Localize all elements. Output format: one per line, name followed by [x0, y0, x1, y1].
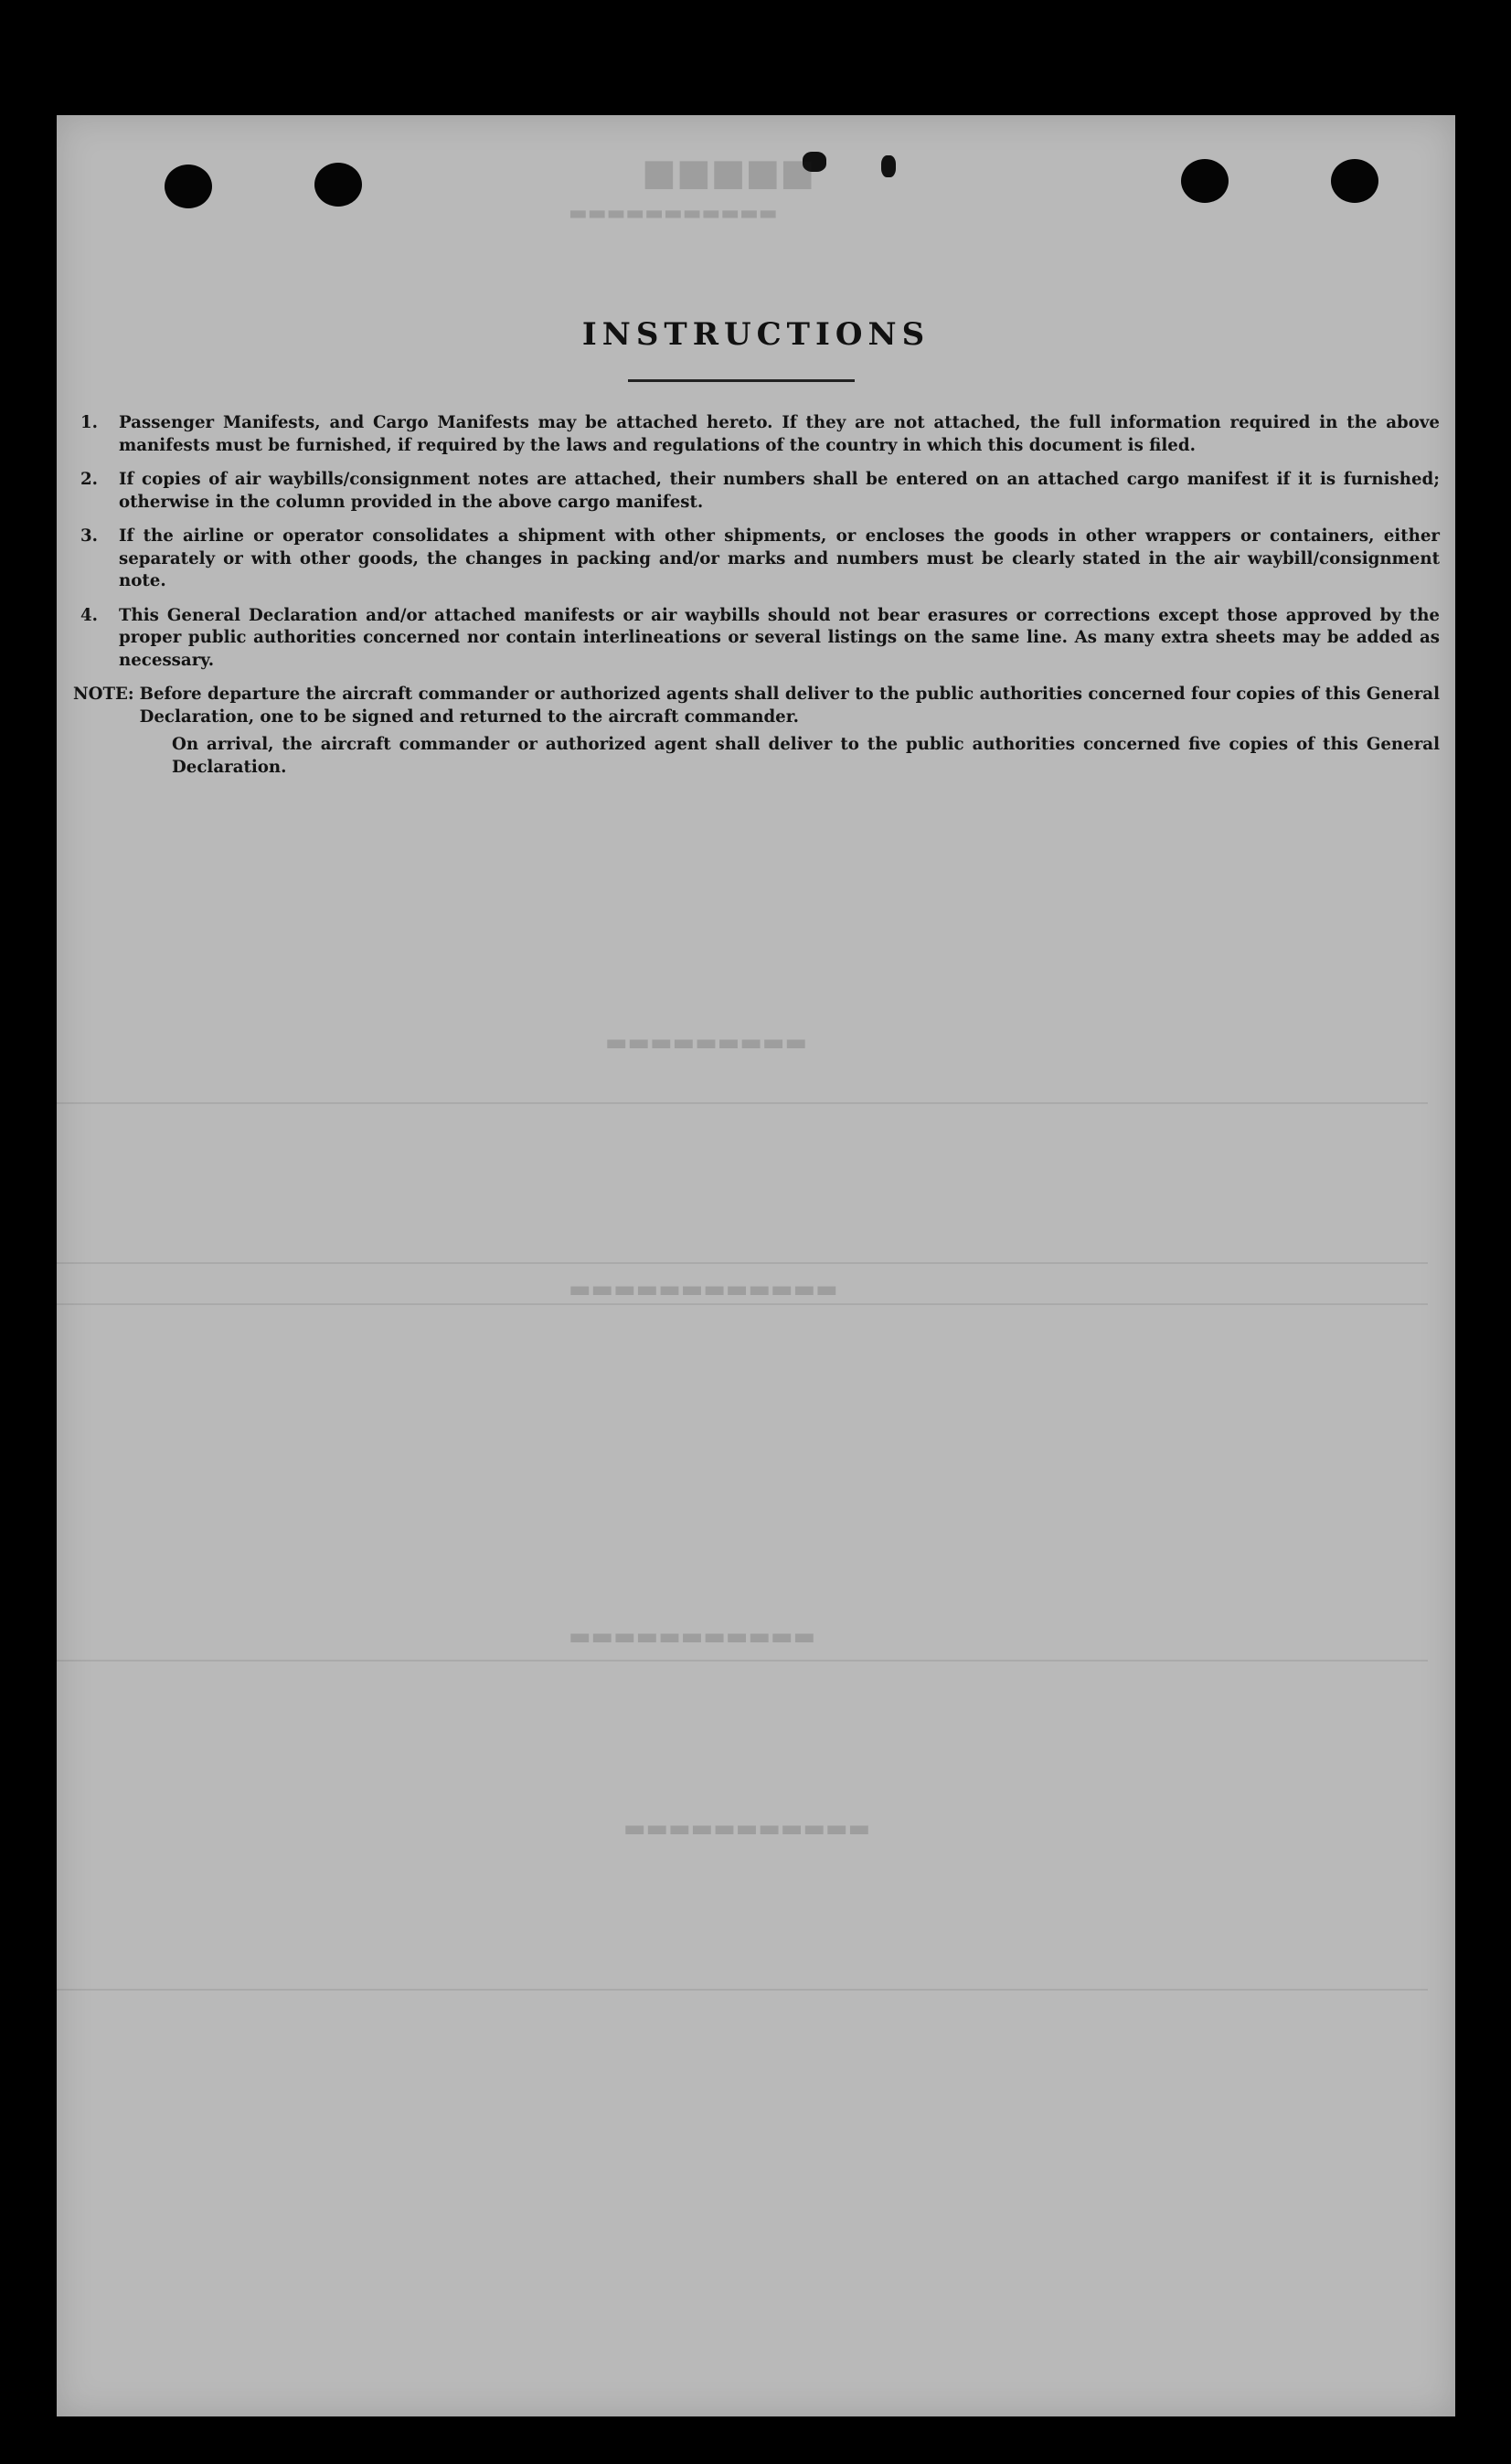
punch-hole	[1331, 159, 1378, 203]
bleed-through-line	[57, 1660, 1428, 1662]
bleed-through-line	[57, 1262, 1428, 1264]
instruction-item	[73, 412, 1440, 457]
punch-hole	[314, 163, 362, 207]
instruction-text: Passenger Manifests, and Cargo Manifests may be attached hereto. If they are not attached, the full information required in the above manifests must be furnished, if required by the laws and regulations of the country in which this document is filed.	[119, 413, 1440, 455]
note-text: Before departure the aircraft commander or authorized agents shall deliver to the public authorities concerned four copies of this General Declaration, one to be signed and returned to the aircraft commander.	[139, 685, 1440, 727]
note-block	[73, 684, 1440, 728]
bleed-through: ▬▬▬▬▬▬▬▬▬▬▬	[623, 1815, 871, 1843]
bleed-through: ▬▬▬▬▬▬▬▬▬▬▬	[569, 202, 778, 225]
instruction-number: 4.	[80, 605, 98, 625]
title-underline	[628, 379, 855, 382]
document-page	[57, 115, 1455, 2416]
instructions-list	[73, 412, 1440, 779]
punch-hole	[165, 165, 212, 208]
bleed-through: ▬▬▬▬▬▬▬▬▬▬▬▬	[569, 1276, 838, 1303]
instruction-text: This General Declaration and/or attached manifests or air waybills should not bear erasures or corrections except those approved by the proper public authorities concerned nor contain interlineations or several listings on the same line. As many extra sheets may be added as necessary.	[119, 605, 1440, 670]
document-title: INSTRUCTIONS	[581, 316, 931, 353]
instruction-number: 3.	[80, 526, 98, 546]
instruction-text: If the airline or operator consolidates a shipment with other shipments, or encloses the goods in other wrappers or containers, either separately or with other goods, the changes in packing and/or marks and numbers must be clearly stated in the air waybill/consignment note.	[119, 526, 1440, 590]
bleed-through-line	[57, 1102, 1428, 1104]
instruction-item	[73, 526, 1440, 593]
instruction-number: 2.	[80, 470, 98, 489]
instruction-item	[73, 469, 1440, 514]
note-label: NOTE:	[73, 685, 134, 704]
bleed-through: ▬▬▬▬▬▬▬▬▬▬▬	[569, 1623, 816, 1651]
bleed-through: ▬▬▬▬▬▬▬▬▬	[605, 1029, 808, 1057]
instruction-item	[73, 605, 1440, 673]
punch-hole	[1181, 159, 1229, 203]
instruction-number: 1.	[80, 413, 98, 432]
instruction-text: If copies of air waybills/consignment notes are attached, their numbers shall be entered on an attached cargo manifest if it is furnished; otherwise in the column provided in the above cargo manifest.	[119, 470, 1440, 512]
note-text-arrival: On arrival, the aircraft commander or authorized agent shall deliver to the public authorities concerned five copies of this General Declaration.	[172, 735, 1440, 777]
bleed-through-line	[57, 1989, 1428, 1991]
bleed-through: ■■■■■	[642, 152, 814, 194]
bleed-through-line	[57, 1303, 1428, 1305]
ink-speck	[881, 155, 896, 177]
